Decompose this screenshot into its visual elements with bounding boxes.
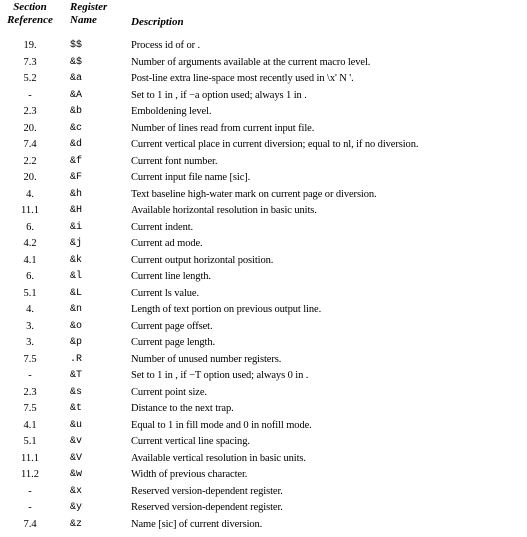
- table-row: [0, 467, 527, 484]
- section-reference-cell: 4.: [26, 304, 34, 315]
- table-row: [0, 137, 527, 154]
- table-row: [0, 484, 527, 501]
- table-row: [0, 286, 527, 303]
- description-cell: Set to 1 in , if −a option used; always 1 in .: [131, 89, 307, 101]
- description-cell: Reserved version-dependent register.: [131, 485, 283, 497]
- section-header-line1: Section: [13, 1, 47, 13]
- register-name-cell: &u: [70, 419, 83, 431]
- description-cell: Name [sic] of current diversion.: [131, 518, 263, 530]
- register-name-cell: &i: [70, 221, 83, 233]
- register-name-cell: $$: [70, 40, 83, 51]
- section-reference-cell: 11.1: [21, 452, 39, 464]
- description-cell: Current ls value.: [131, 287, 199, 299]
- section-reference-cell: 4.2: [23, 238, 37, 249]
- section-reference-cell: 5.2: [23, 73, 37, 84]
- description-cell: Current page offset.: [131, 320, 213, 332]
- section-reference-cell: 7.5: [23, 403, 37, 414]
- section-reference-cell: -: [28, 370, 32, 381]
- description-cell: Current line length.: [131, 271, 211, 282]
- register-name-cell: &T: [70, 370, 83, 381]
- register-name-cell: &V: [70, 452, 83, 464]
- description-cell: Current input file name [sic].: [131, 172, 251, 183]
- description-cell: Available horizontal resolution in basic units.: [131, 205, 317, 216]
- register-name-cell: &t: [70, 403, 83, 414]
- register-name-cell: &A: [70, 89, 83, 101]
- register-name-cell: &k: [70, 254, 83, 266]
- table-row: [0, 368, 527, 385]
- table-row: [0, 451, 527, 468]
- description-cell: Process id of or .: [131, 40, 201, 51]
- table-row: [0, 253, 527, 270]
- section-reference-cell: 7.3: [23, 56, 37, 68]
- section-reference-cell: 4.1: [23, 254, 37, 266]
- description-cell: Set to 1 in , if −T option used; always 0 in .: [131, 370, 309, 381]
- section-reference-cell: 20.: [23, 172, 37, 183]
- table-row: [0, 500, 527, 517]
- section-reference-cell: 11.1: [21, 205, 39, 216]
- register-name-cell: &p: [70, 337, 83, 348]
- description-cell: Number of arguments available at the current macro level.: [131, 56, 371, 68]
- register-name-cell: &s: [70, 386, 83, 398]
- table-row: [0, 154, 527, 171]
- register-name-cell: &f: [70, 155, 83, 167]
- table-row: [0, 335, 527, 352]
- table-row: [0, 187, 527, 204]
- section-reference-cell: 3.: [26, 337, 34, 348]
- register-name-cell: &w: [70, 469, 83, 480]
- section-reference-cell: 6.: [26, 221, 34, 233]
- section-reference-cell: 2.3: [23, 386, 37, 398]
- register-name-cell: &j: [70, 238, 83, 249]
- table-row: [0, 170, 527, 187]
- section-reference-cell: 2.3: [23, 106, 37, 117]
- section-reference-cell: -: [28, 502, 32, 513]
- description-cell: Current indent.: [131, 221, 194, 233]
- table-row: [0, 236, 527, 253]
- register-name-cell: &h: [70, 188, 83, 200]
- section-header-line2: Reference: [7, 14, 53, 26]
- register-name-cell: &v: [70, 436, 83, 447]
- register-name-cell: &z: [70, 518, 83, 530]
- register-name-cell: &x: [70, 485, 83, 497]
- section-reference-cell: 5.1: [23, 436, 37, 447]
- register-name-cell: &d: [70, 139, 83, 150]
- table-row: [0, 401, 527, 418]
- register-name-cell: &o: [70, 320, 83, 332]
- description-cell: Number of unused number registers.: [131, 353, 282, 365]
- register-header-line1: Register: [70, 1, 108, 13]
- register-name-cell: &H: [70, 205, 83, 216]
- section-reference-cell: 11.2: [21, 469, 39, 480]
- register-name-cell: &F: [70, 172, 83, 183]
- register-header-line2: Name: [70, 14, 97, 26]
- table-row: [0, 352, 527, 369]
- register-name-cell: .R: [70, 353, 83, 365]
- section-reference-cell: 4.: [26, 188, 34, 200]
- description-cell: Current ad mode.: [131, 238, 203, 249]
- table-row: [0, 121, 527, 138]
- section-reference-cell: 19.: [23, 40, 37, 51]
- description-cell: Current output horizontal position.: [131, 254, 274, 266]
- register-name-cell: &l: [70, 271, 83, 282]
- description-cell: Length of text portion on previous output line.: [131, 304, 322, 315]
- description-cell: Distance to the next trap.: [131, 403, 234, 414]
- description-cell: Equal to 1 in fill mode and 0 in nofill mode.: [131, 419, 312, 431]
- section-reference-cell: 6.: [26, 271, 34, 282]
- table-row: [0, 385, 527, 402]
- section-reference-cell: 7.5: [23, 353, 37, 365]
- description-cell: Current point size.: [131, 386, 207, 398]
- register-name-cell: &L: [70, 287, 83, 299]
- register-name-cell: &n: [70, 304, 83, 315]
- register-name-cell: &$: [70, 56, 83, 68]
- section-reference-cell: 4.1: [23, 419, 37, 431]
- register-table-body: [0, 38, 527, 533]
- table-row: [0, 319, 527, 336]
- section-reference-cell: 3.: [26, 320, 34, 332]
- description-cell: Available vertical resolution in basic units.: [131, 452, 306, 464]
- table-row: [0, 71, 527, 88]
- section-reference-cell: 7.4: [23, 518, 37, 530]
- table-row: [0, 418, 527, 435]
- table-row: [0, 38, 527, 55]
- description-cell: Current vertical place in current diversion; equal to nl, if no diversion.: [131, 139, 419, 150]
- table-row: [0, 104, 527, 121]
- table-row: [0, 220, 527, 237]
- table-row: [0, 203, 527, 220]
- description-cell: Reserved version-dependent register.: [131, 502, 283, 513]
- description-cell: Text baseline high-water mark on current page or diversion.: [131, 188, 377, 200]
- register-name-cell: &y: [70, 502, 83, 513]
- table-row: [0, 269, 527, 286]
- description-header: Description: [131, 16, 184, 28]
- table-row: [0, 434, 527, 451]
- section-reference-cell: -: [28, 89, 32, 101]
- description-cell: Emboldening level.: [131, 106, 212, 117]
- section-reference-header: [0, 1, 60, 27]
- register-name-cell: &c: [70, 122, 83, 134]
- section-reference-cell: 7.4: [23, 139, 37, 150]
- table-row: [0, 55, 527, 72]
- description-cell: Current font number.: [131, 155, 218, 167]
- section-reference-cell: 2.2: [23, 155, 37, 167]
- section-reference-cell: 20.: [23, 122, 37, 134]
- register-name-cell: &b: [70, 106, 83, 117]
- description-cell: Post-line extra line-space most recently used in \x' N '.: [131, 73, 354, 84]
- table-row: [0, 517, 527, 534]
- section-reference-cell: 5.1: [23, 287, 37, 299]
- section-reference-cell: -: [28, 485, 32, 497]
- description-cell: Current page length.: [131, 337, 216, 348]
- description-cell: Number of lines read from current input file.: [131, 122, 315, 134]
- table-row: [0, 88, 527, 105]
- description-cell: Current vertical line spacing.: [131, 436, 250, 447]
- table-row: [0, 302, 527, 319]
- register-name-cell: &a: [70, 73, 83, 84]
- register-name-header: [70, 1, 107, 27]
- description-cell: Width of previous character.: [131, 469, 248, 480]
